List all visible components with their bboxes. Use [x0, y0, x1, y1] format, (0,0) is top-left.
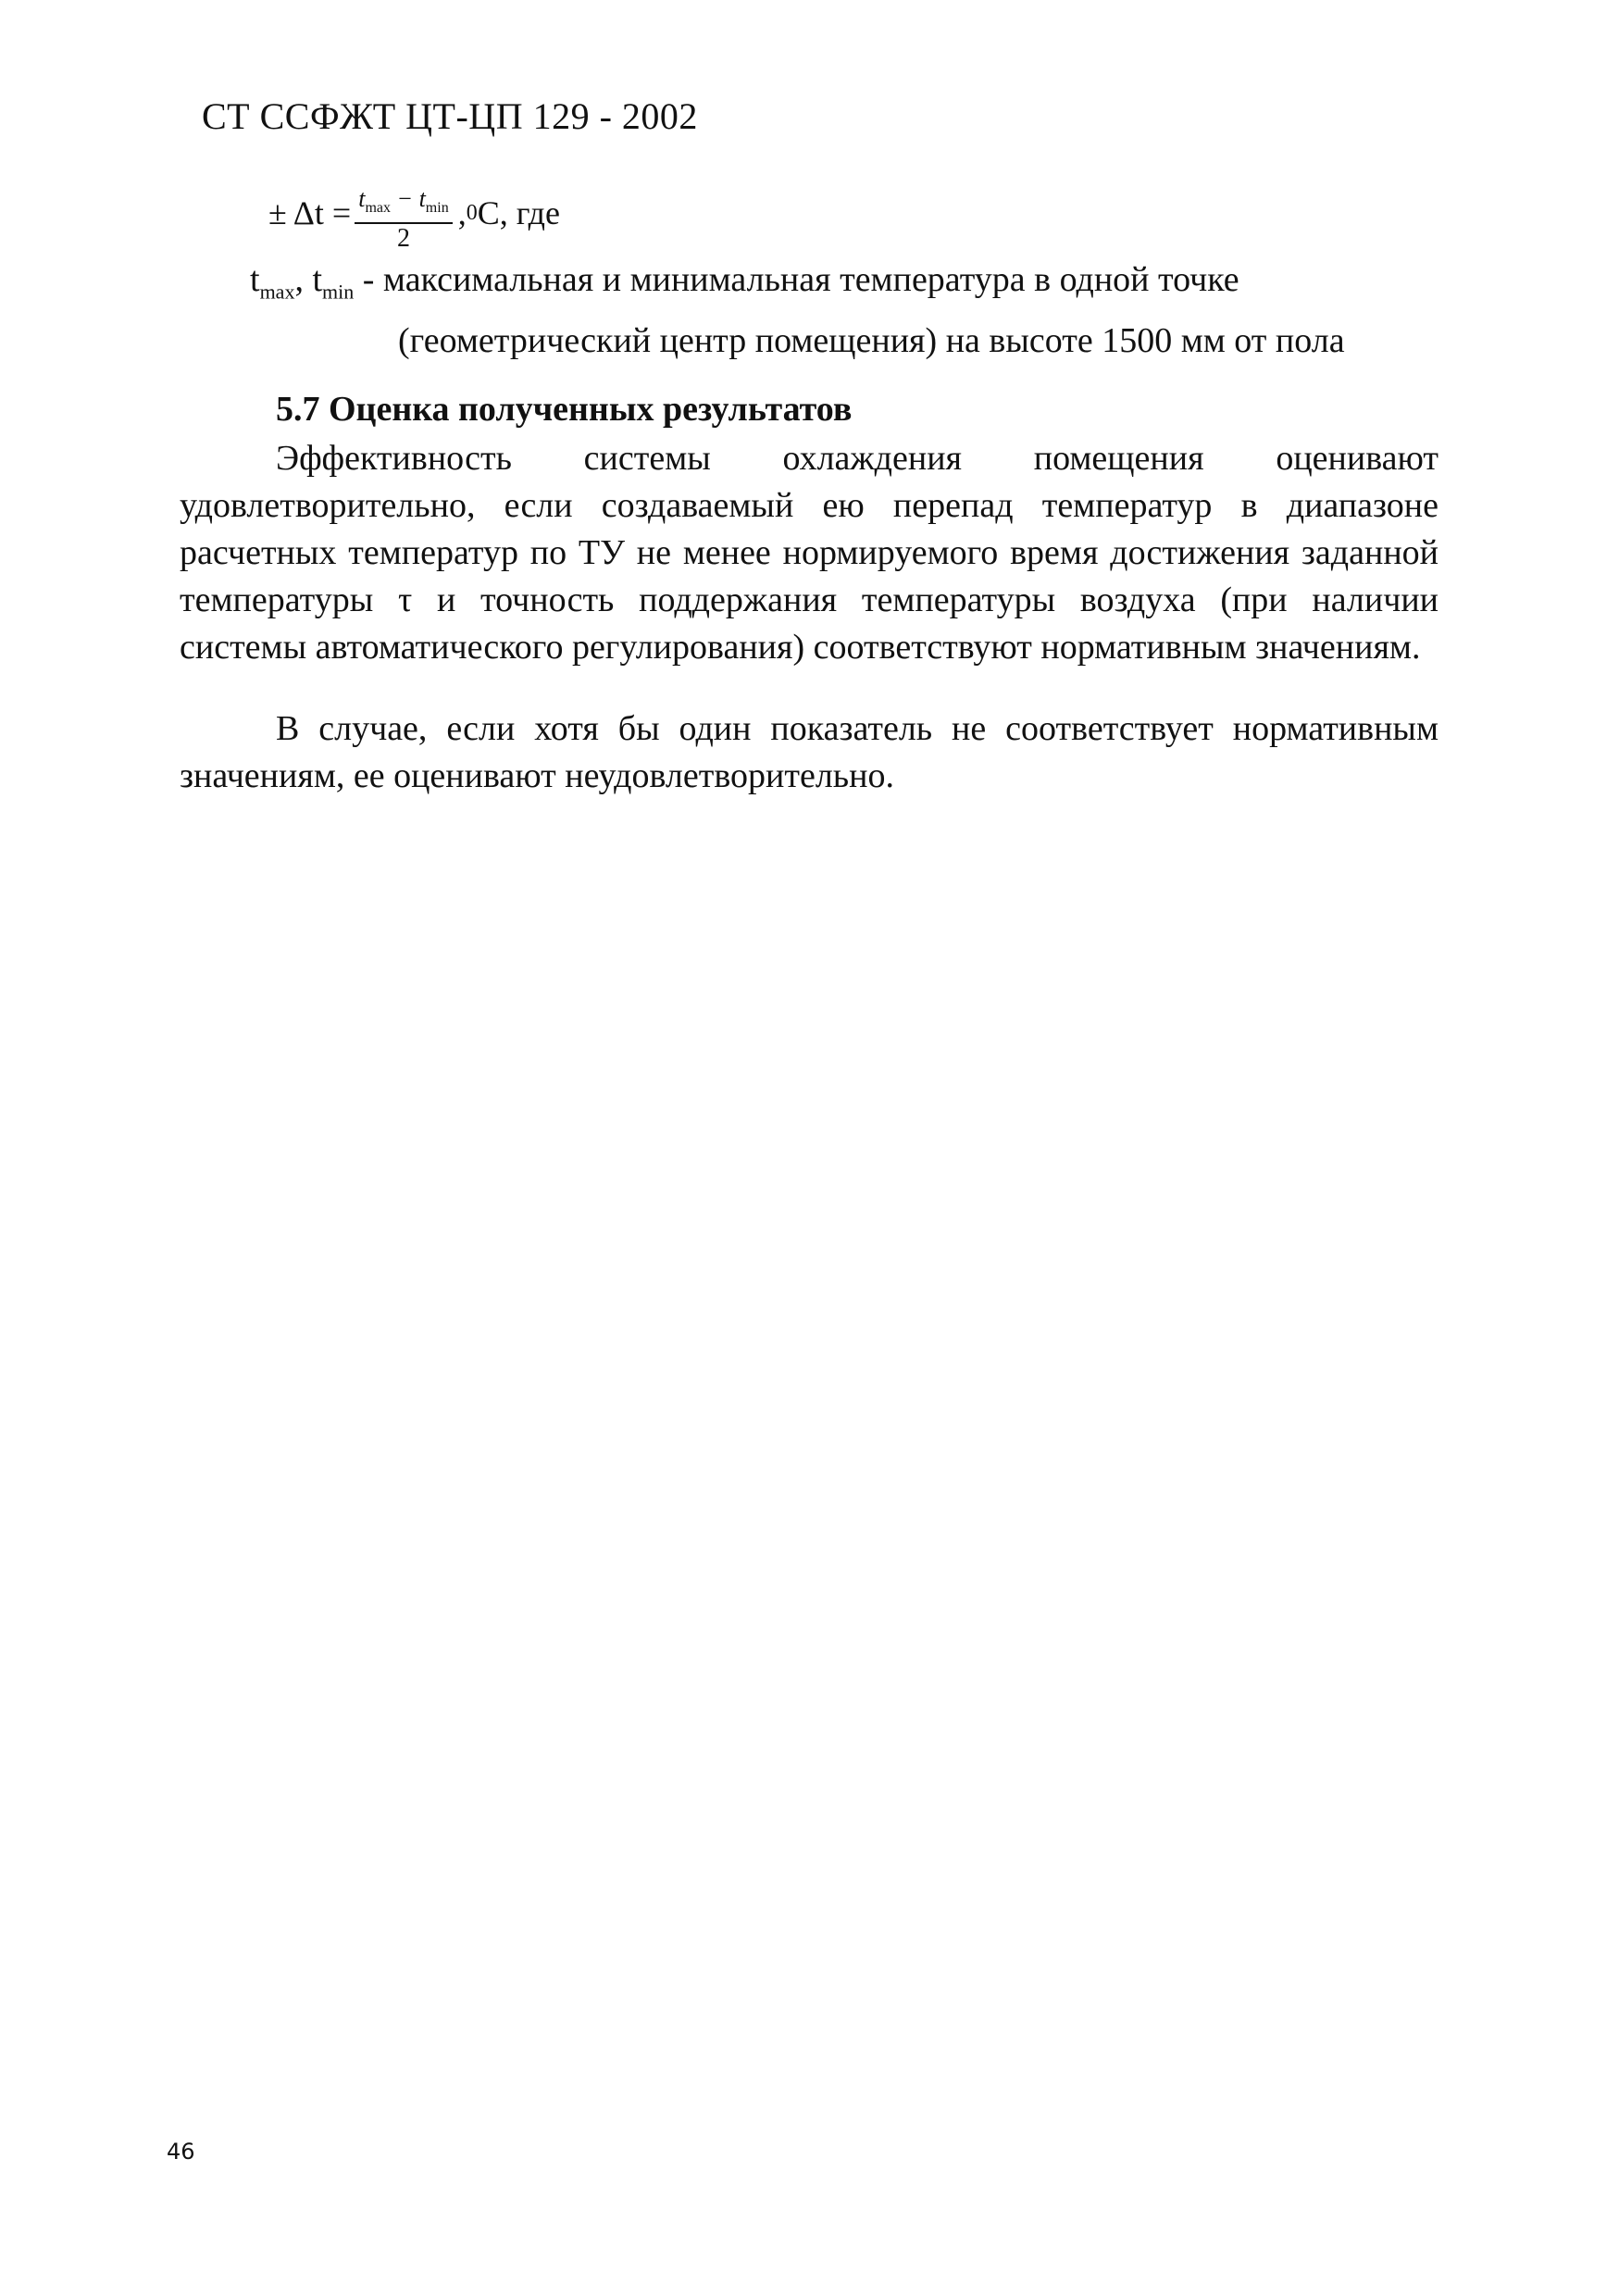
paragraph-evaluation [180, 435, 1438, 671]
formula-numerator: $t_{max} - t_{min}$ [355, 187, 452, 224]
paragraph-evaluation-text: Эффективность системы охлаждения помещения оценивают удовлетворительно, если создаваемый ею перепад температур в диапазоне расчетных температур по ТУ не менее нормируемого время достижения заданной температуры τ и точность поддержания температуры воздуха (при наличии системы автоматического регулирования) соответствуют нормативным значениям. [180, 439, 1438, 667]
formula-fraction [355, 184, 452, 254]
delta-t-formula [268, 176, 560, 254]
formula-denominator: 2 [396, 224, 410, 254]
formula-degree: 0 [466, 200, 478, 225]
document-code-header: СТ ССФЖТ ЦТ-ЦП 129 - 2002 [202, 95, 698, 137]
formula-comma: , [457, 194, 467, 231]
section-title: 5.7 Оценка полученных результатов [276, 390, 853, 429]
formula-lhs: ± Δt = [268, 194, 352, 231]
page-number: 46 [167, 2139, 195, 2165]
paragraph-unsatisfactory-text: В случае, если хотя бы один показатель не соответствует нормативным значениям, ее оценивают неудовлетворительно. [180, 709, 1438, 795]
variable-definitions [250, 256, 1435, 365]
formula-unit-where: С, где [477, 194, 560, 231]
paragraph-unsatisfactory [180, 705, 1438, 800]
definition-line-2: (геометрический центр помещения) на высоте 1500 мм от пола [398, 320, 1345, 360]
definition-line-1: $t_{max}$, $t_{min}$ - максимальная и минимальная температура в одной точке [250, 260, 1239, 304]
